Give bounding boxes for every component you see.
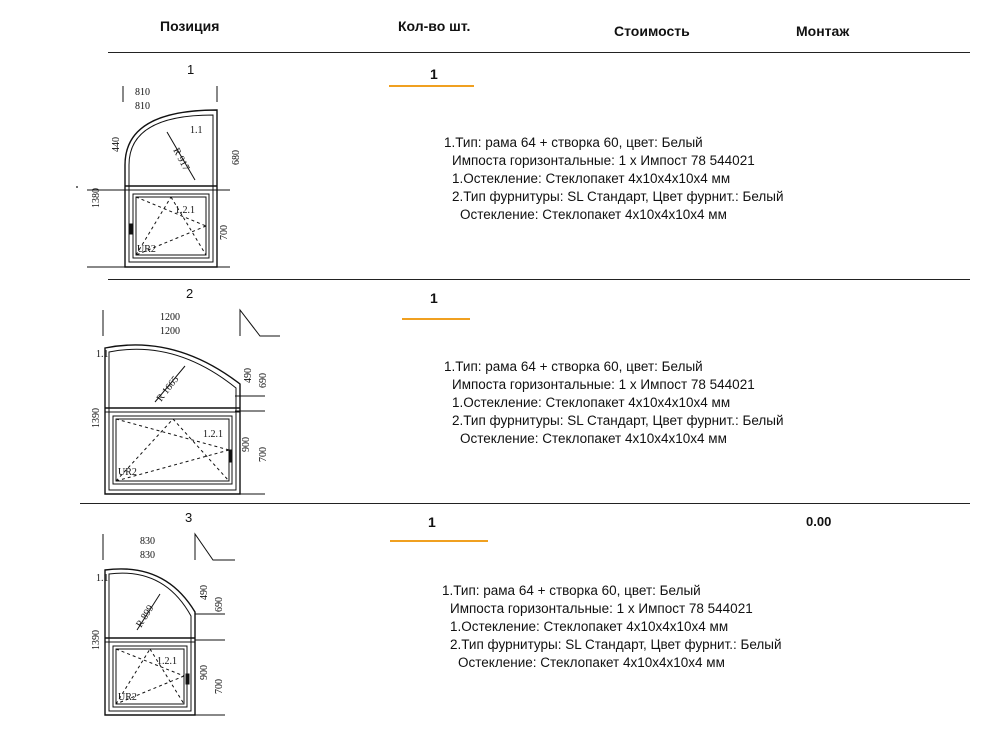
quantity-value: 1 <box>428 514 436 530</box>
dim-width-bottom: 810 <box>135 101 150 112</box>
sash-label-top: 1.1 <box>96 349 109 360</box>
dim-radius: R 899 <box>134 603 157 630</box>
dim-height-total: 1390 <box>91 630 102 650</box>
row-rule-1 <box>108 279 970 280</box>
dim-width-bottom: 830 <box>140 550 155 561</box>
dim-width-top: 830 <box>140 536 155 547</box>
position-number: 2 <box>186 286 194 301</box>
description-line: 2.Тип фурнитуры: SL Стандарт, Цвет фурнит.: Белый <box>452 413 784 428</box>
position-description <box>444 134 784 224</box>
sash-label-bottom: 1.2.1 <box>157 656 177 667</box>
sash-label-bottom: 1.2.1 <box>175 205 195 216</box>
dim-height-total: 1390 <box>91 408 102 428</box>
dim-right-lower-total: 700 <box>214 679 225 694</box>
handle-label: UR2 <box>137 244 156 255</box>
handle-label: UR2 <box>118 692 137 703</box>
description-line: Остекление: Стеклопакет 4х10х4х10х4 мм <box>458 655 725 670</box>
description-line: 1.Тип: рама 64 + створка 60, цвет: Белый <box>444 359 703 374</box>
header-rule <box>108 52 970 53</box>
dim-height-total: 1380 <box>91 188 102 208</box>
position-number: 3 <box>185 510 193 525</box>
header-position: Позиция <box>160 18 220 34</box>
quantity-underline <box>390 540 488 542</box>
header-cost: Стоимость <box>614 23 690 39</box>
description-line: Остекление: Стеклопакет 4х10х4х10х4 мм <box>460 431 727 446</box>
quantity-underline <box>402 318 470 320</box>
dim-width-top: 810 <box>135 87 150 98</box>
dim-width-bottom: 1200 <box>160 326 180 337</box>
dim-right-arch-total: 690 <box>258 373 269 388</box>
header-quantity: Кол-во шт. <box>398 18 471 34</box>
description-line: Остекление: Стеклопакет 4х10х4х10х4 мм <box>460 207 727 222</box>
quantity-underline <box>389 85 474 87</box>
dim-right-arch: 490 <box>243 368 254 383</box>
position-number: 1 <box>187 62 195 77</box>
quantity-value: 1 <box>430 66 438 82</box>
window-drawing-1 <box>85 80 255 275</box>
description-line: 2.Тип фурнитуры: SL Стандарт, Цвет фурнит.: Белый <box>450 637 782 652</box>
description-line: Импоста горизонтальные: 1 х Импост 78 544021 <box>450 601 753 616</box>
description-line: 1.Остекление: Стеклопакет 4х10х4х10х4 мм <box>450 619 729 634</box>
description-line: 1.Остекление: Стеклопакет 4х10х4х10х4 мм <box>452 395 731 410</box>
handle-label: UR2 <box>118 467 137 478</box>
description-line: 1.Тип: рама 64 + створка 60, цвет: Белый <box>444 135 703 150</box>
scan-speck <box>76 186 78 188</box>
sash-label-bottom: 1.2.1 <box>203 429 223 440</box>
dim-right-arch: 680 <box>231 150 242 165</box>
header-mounting: Монтаж <box>796 23 850 39</box>
window-drawing-3 <box>85 530 245 730</box>
description-line: 1.Тип: рама 64 + створка 60, цвет: Белый <box>442 583 701 598</box>
dim-left-arch: 440 <box>111 137 122 152</box>
dim-right-arch-total: 690 <box>214 597 225 612</box>
sash-label-top: 1.1 <box>190 125 203 136</box>
description-line: 2.Тип фурнитуры: SL Стандарт, Цвет фурнит.: Белый <box>452 189 784 204</box>
dim-right-lower-total: 700 <box>258 447 269 462</box>
description-line: 1.Остекление: Стеклопакет 4х10х4х10х4 мм <box>452 171 731 186</box>
mounting-value: 0.00 <box>806 514 832 529</box>
dim-right-lower: 700 <box>219 225 230 240</box>
dim-right-arch: 490 <box>199 585 210 600</box>
dim-right-lower: 900 <box>199 665 210 680</box>
sash-label-top: 1.1 <box>96 573 109 584</box>
dim-radius: R 1665 <box>154 374 182 404</box>
dim-right-lower: 900 <box>241 437 252 452</box>
dim-radius: R 917 <box>170 146 192 173</box>
description-line: Импоста горизонтальные: 1 х Импост 78 544021 <box>452 153 755 168</box>
position-description <box>442 582 782 672</box>
row-rule-2 <box>80 503 970 504</box>
position-description <box>444 358 784 448</box>
description-line: Импоста горизонтальные: 1 х Импост 78 544021 <box>452 377 755 392</box>
dim-width-top: 1200 <box>160 312 180 323</box>
window-drawing-2 <box>85 306 285 501</box>
quantity-value: 1 <box>430 290 438 306</box>
